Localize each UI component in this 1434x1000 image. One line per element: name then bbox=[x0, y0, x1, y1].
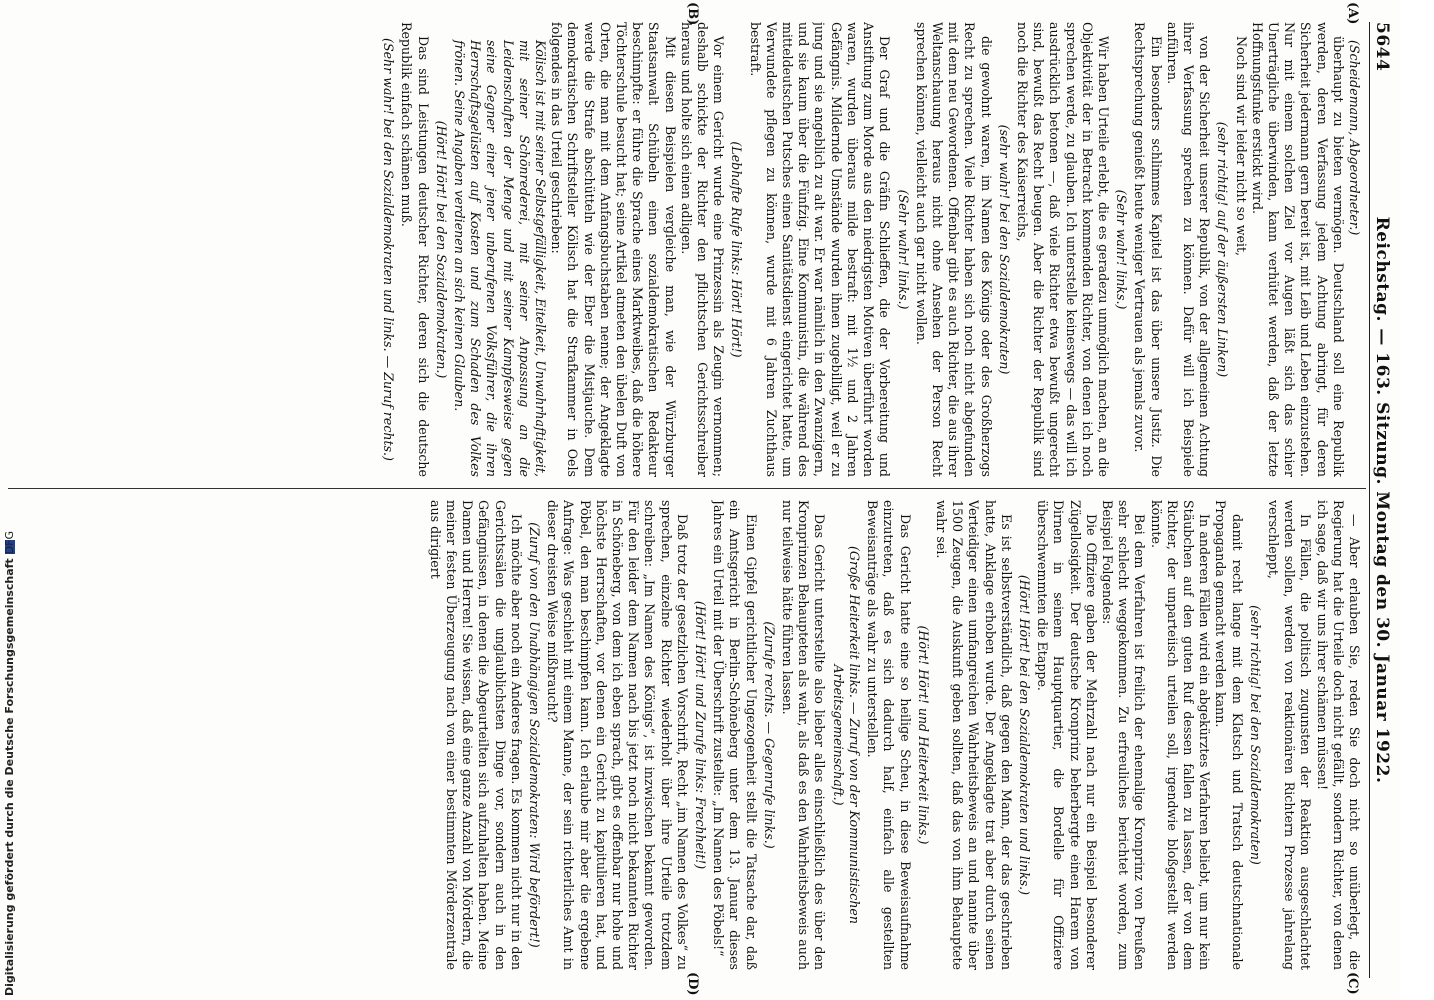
paragraph: Ich möchte aber noch ein Anderes fragen. Es kommen nicht nur in den Gerichtssälen die unglaublichsten Dinge vor, sondern auch in den Gefängnissen, in denen die Abgeurteilten sich aufzuhalten haben. Meine Damen und Herren! Sie wissen, daß eine ganze Anzahl von Mördern, die meiner festen Überzeugung nach von einer bestimmten Mörderzentrale aus dirigiert bbox=[427, 500, 524, 970]
interjection: (Sehr wahr! bei den Sozialdemokraten und links. — Zuruf rechts.) bbox=[381, 38, 397, 461]
paragraph: Das sind Leistungen deutscher Richter, deren sich die deutsche Republik einfach schämen muß. bbox=[399, 22, 431, 477]
paragraph: Noch sind wir leider nicht so weit, bbox=[1233, 36, 1249, 257]
interjection: (sehr wahr! bei den Sozialdemokraten) bbox=[996, 124, 1012, 375]
paragraph: Die Offiziere gaben der Mehrzahl nach nur ein Beispiel besonderer Zügellosigkeit. Der deutsche Kronprinz beherbergte einen Harem von Dirnen in seinem Hauptquartier, die Bordelle für Offiziere überschwemmten die Etappe. bbox=[1035, 500, 1099, 970]
paragraph: Daß trotz der gesetzlichen Vorschrift, Recht „im Namen des Volkes“ zu sprechen, einzelne Richter wiederholt über ihre Urteile trotzdem schreiben: „Im Namen des Königs“, ist inzwischen bekannt geworden. Für den leider dem Namen nach bis jetzt noch nicht bekannten Richter in Schöneberg, von dem ich eben sprach, gibt es offenbar nur hohe und höchste Herrschaften, vor denen ein Gericht zu kapitulieren hat, und Pöbel, den man beschimpfen kann. Ich erlaube mir aber die ergebene Anfrage: Was geschieht mit einem Manne, der sein richterliches Amt in dieser dreisten Weise mißbraucht? bbox=[545, 500, 690, 970]
page-header bbox=[1369, 22, 1394, 978]
interjection: (Hört! Hört! bei den Sozialdemokraten.) bbox=[433, 120, 449, 379]
left-column bbox=[8, 22, 1362, 477]
interjection: (Zuruf von den Unabhängigen Sozialdemokraten: Wird befördert!) bbox=[527, 522, 543, 948]
page-title: Reichstag. — 163. Sitzung. Montag den 30. Januar 1922. bbox=[1372, 216, 1392, 784]
margin-marker-c: (C) bbox=[1345, 972, 1360, 995]
paragraph: Mit diesen Beispielen vergleiche man, wie der Würzburger Staatsanwalt Schübeln einen sozialdemokratischen Redakteur beschimpfte: er führe die Sprache eines Marktweibes, daß die höhere Töchterschule besucht hat; seine Artikel atmeten den übelen Duft von Orten, die man mit dem Anfangsbuchstaben nenne; der Angeklagte werde die Strafe abschütteln wie der Eber die Mistjauche. Dem demokratischen Schriftsteller Kölisch hat die Strafkammer in Oels folgendes in das Urteil geschrieben: bbox=[549, 22, 678, 477]
paragraph: Bei dem Verfahren ist freilich der ehemalige Kronprinz von Preußen sehr schlecht weggekommen. Zu erfreuliches berichtet worden, zum Beispiel Folgendes: bbox=[1099, 500, 1148, 970]
paragraph: Kölisch ist mit seiner Selbstgefälligkeit, Eitelkeit, Unwahrhaftigkeit, mit seiner Schönrederei, mit seiner Anpassung an die Leidenschaften der Menge und mit seiner Kampfesweise gegen seine Gegner einer jener unberufenen Volksführer, die ihren Herrschaftsgelüsten auf Kosten und zum Schaden des Volkes frönen. Seine Angaben verdienen an sich keinen Glauben. bbox=[452, 40, 549, 477]
paragraph: (Scheidemann, Abgeordneter.) bbox=[1347, 40, 1362, 236]
interjection: (sehr richtig! bei den Sozialdemokraten) bbox=[1247, 605, 1263, 865]
margin-marker-b: (B) bbox=[685, 2, 700, 26]
interjection: (Sehr wahr! links.) bbox=[1114, 189, 1130, 310]
paragraph: Wir haben Urteile erlebt, die es geradezu unmöglich machen, an die Objektivität der in Betracht kommenden Richter, von denen ich noch sprechen werde, zu glauben. Ich unterstelle keineswegs — das will ich ausdrücklich betonen —, daß viele Richter etwa bewußt ungerecht sind, bewußt das Recht beugen. Aber die Richter der Republik sind noch die Richter des Kaiserreichs, bbox=[1014, 22, 1111, 477]
margin-marker-a: (A) bbox=[1345, 2, 1360, 25]
paragraph: Einen Gipfel gerichtlicher Ungezogenheit stellt die Tatsache dar, daß ein Amtsgericht in Berlin-Schöneberg unter dem 13. Januar dieses Jahres ein Urteil mit der Überschrift zustellte: „Im Namen des Pöbels!“ bbox=[711, 500, 759, 970]
footer-text: Digitalisierung gefördert durch die Deutsche Forschungsgemeinschaft bbox=[3, 558, 16, 996]
paragraph: überhaupt zu bieten vermögen. Deutschland soll eine Republik werden, deren Verfassung jedem Achtung abringt, für deren Sicherheit jedermann gern bereit ist, mit Leib und Leben einzustehen. Nur mit einem solchen Ziel vor Augen läßt sich das schier Unerträgliche überwinden, kann verhütet werden, daß der letzte Hoffnungsfunke erstickt wird. bbox=[1249, 22, 1346, 477]
paragraph: von der Sicherheit unserer Republik, von der allgemeinen Achtung ihrer Verfassung sprechen zu können. Dafür will ich Beispiele anführen. bbox=[1164, 22, 1213, 477]
paragraph: Vor einem Gericht wurde eine Prinzessin als Zeugin vernommen; deshalb schickte der Richter den pflichtschen Gerichtsschreiber heraus und holte sich einen adligen. bbox=[678, 22, 727, 477]
paragraph: Das Gericht hatte eine so heilige Scheu, in diese Beweisaufnahme einzutreten, daß es sich dadurch half, einfach alle gestellten Beweisanträge als wahr zu unterstellen. bbox=[865, 500, 913, 970]
page-number: 5644 bbox=[1372, 22, 1392, 72]
interjection: (Große Heiterkeit links. — Zuruf von der Kommunistischen Arbeitsgemeinschaft.) bbox=[830, 545, 862, 924]
interjection: (Zurufe rechts. — Gegenrufe links.) bbox=[761, 621, 777, 849]
paragraph: In anderen Fällen wird ein abgekürztes Verfahren beliebt, um nur kein Stäubchen auf den guten Ruf dessen fallen zu lassen, der von dem Richter, der unparteiisch urteilen soll, irgendwie bloßgestellt werden könnte. bbox=[1148, 500, 1213, 970]
paragraph: Der Graf und die Gräfin Schlieffen, die der Vorbereitung und Anstiftung zum Morde aus den niedrigsten Motiven überführt worden waren, wurden überaus milde bestraft: mit 1½ und 2 Jahren Gefängnis. Mildernde Umstände wurden ihnen zugebilligt, weil er zu jung und sie angeblich zu alt war. Er war nämlich in den Zwanzigern, und sie kaum über die Fünfzig. Eine Kommunistin, die während des mitteldeutschen Putsches einen Sanitätsdienst eingerichtet hatte, um Verwundete pflegen zu können, wurde mit 6 Jahren Zuchthaus bestraft. bbox=[747, 22, 893, 477]
digitization-footer bbox=[2, 0, 16, 996]
paragraph: In Fällen, die politisch zugunsten der Reaktion ausgeschlachtet werden sollen, werden von reaktionären Richtern Prozesse jahrelang verschleppt, bbox=[1265, 500, 1314, 970]
interjection: (sehr richtig! auf der äußersten Linken) bbox=[1215, 121, 1231, 378]
paragraph: die gewohnt waren, im Namen des Königs oder des Großherzogs Recht zu sprechen. Viele Richter haben sich noch nicht abgefunden mit dem neu Gewordenen. Offenbar gibt es auch Richter, die aus ihrer Weltanschauung heraus nicht ohne Ansehen der Person Recht sprechen können, vielleicht auch gar nicht wollen. bbox=[913, 22, 994, 477]
paragraph: — Aber erlauben Sie, reden Sie doch nicht so unüberlegt, die Regierung hat die Urteile doch nicht gefällt, sondern Richter, von denen ich sage, daß wir uns ihrer schämen müssen! bbox=[1314, 500, 1362, 970]
margin-marker-d: (D) bbox=[685, 972, 700, 996]
interjection: (Sehr wahr! links.) bbox=[895, 189, 911, 310]
paragraph: Das Gericht unterstellte also lieber alles einschließlich des über den Kronprinzen Behaupteten als wahr, als daß es den Wahrheitsbeweis auch nur teilweise hätte führen lassen. bbox=[780, 500, 828, 970]
interjection: (Hört! Hört! bei den Sozialdemokraten und links.) bbox=[1016, 574, 1032, 896]
column-divider bbox=[8, 488, 1366, 489]
paragraph: Es ist selbstverständlich, daß gegen den Mann, der das geschrieben hatte, Anklage erhoben wurde. Der Angeklagte trat aber durch seinen Verteidiger einen umfangreichen Wahrheitsbeweis an und nannte über 1500 Zeugen, die Auskunft geben sollten, daß das von ihm Behauptete wahr sei. bbox=[933, 500, 1014, 970]
interjection: (Hört! Hört! und Zurufe links: Frechheit!) bbox=[693, 600, 709, 870]
interjection: (Lebhafte Rufe links: Hört! Hört!) bbox=[729, 141, 745, 358]
dfg-logo-icon: DFG bbox=[3, 531, 16, 555]
interjection: (Hört! Hört! und Heiterkeit links.) bbox=[915, 625, 931, 845]
right-column bbox=[8, 500, 1362, 970]
paragraph: damit recht lange mit dem Klatsch und Tratsch deutschnationale Propaganda gemacht werden kann. bbox=[1213, 500, 1245, 970]
paragraph: Ein besonders schlimmes Kapitel ist das über unsere Justiz. Die Rechtsprechung genießt heute weniger Vertrauen als jemals zuvor. bbox=[1132, 22, 1164, 477]
